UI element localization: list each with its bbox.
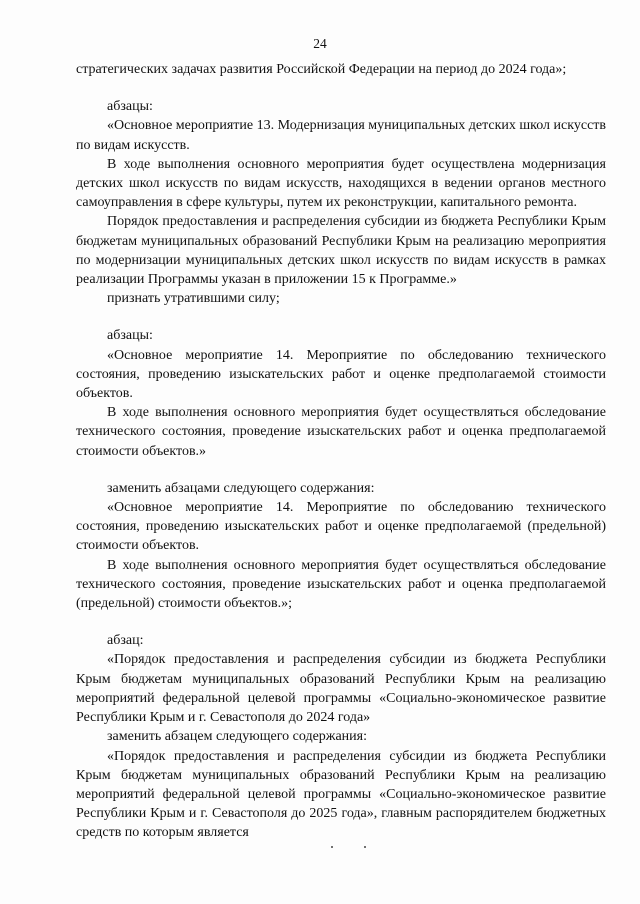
scan-speck	[331, 846, 333, 848]
paragraph: «Порядок предоставления и распределения субсидии из бюджета Республики Крым бюджетам муниципальных образований Республики Крым на реализацию мероприятий федеральной целевой программы «Социально-экономическое развитие Республики Крым и г. Севастополя до 2025 года», главным распорядителем бюджетных средств по которым является	[76, 748, 606, 841]
paragraph: Порядок предоставления и распределения субсидии из бюджета Республики Крым бюджетам муниципальных образований Республики Крым на реализацию мероприятия по модернизации муниципальных детских школ искусств по видам искусств в рамках реализации Программы указан в приложении 15 к Программе.»	[76, 214, 606, 288]
paragraph: «Основное мероприятие 14. Мероприятие по обследованию технического состояния, проведению изыскательских работ и оценке предполагаемой стоимости объектов.	[76, 347, 606, 402]
paragraph: стратегических задачах развития Российской Федерации на период до 2024 года»;	[76, 62, 567, 77]
paragraph-gap	[76, 613, 606, 631]
paragraph: «Основное мероприятие 14. Мероприятие по обследованию технического состояния, проведению изыскательских работ и оценке предполагаемой (предельной) стоимости объектов.	[76, 500, 606, 554]
scan-speck	[364, 846, 366, 848]
paragraph: заменить абзацами следующего содержания:	[107, 480, 375, 496]
paragraph: признать утратившими силу;	[107, 291, 280, 307]
paragraph: «Порядок предоставления и распределения субсидии из бюджета Республики Крым бюджетам муниципальных образований Республики Крым на реализацию мероприятий федеральной целевой программы «Социально-экономическое развитие Республики Крым и г. Севастополя до 2024 года»	[76, 652, 606, 726]
paragraph: абзацы:	[107, 328, 153, 344]
paragraph-gap	[76, 461, 606, 479]
paragraph-gap	[76, 308, 606, 326]
paragraph: В ходе выполнения основного мероприятия будет осуществлена модернизация детских школ искусств по видам искусств, находящихся в ведении органов местного самоуправления в сфере культуры, путем их реконструкции, капитального ремонта.	[76, 156, 606, 211]
paragraph-gap	[76, 79, 606, 97]
paragraph: абзацы:	[107, 99, 153, 115]
page-number: 24	[313, 36, 327, 51]
paragraph: В ходе выполнения основного мероприятия будет осуществляться обследование технического состояния, проведение изыскательских работ и оценка предполагаемой (предельной) стоимости объектов.»;	[76, 557, 606, 612]
paragraph: заменить абзацем следующего содержания:	[107, 729, 367, 745]
paragraph: «Основное мероприятие 13. Модернизация муниципальных детских школ искусств по видам искусств.	[76, 118, 607, 153]
paragraph: абзац:	[107, 633, 144, 649]
document-body	[76, 60, 606, 843]
paragraph: В ходе выполнения основного мероприятия будет осуществляться обследование технического состояния, проведение изыскательских работ и оценка предполагаемой стоимости объектов.»	[76, 405, 606, 459]
